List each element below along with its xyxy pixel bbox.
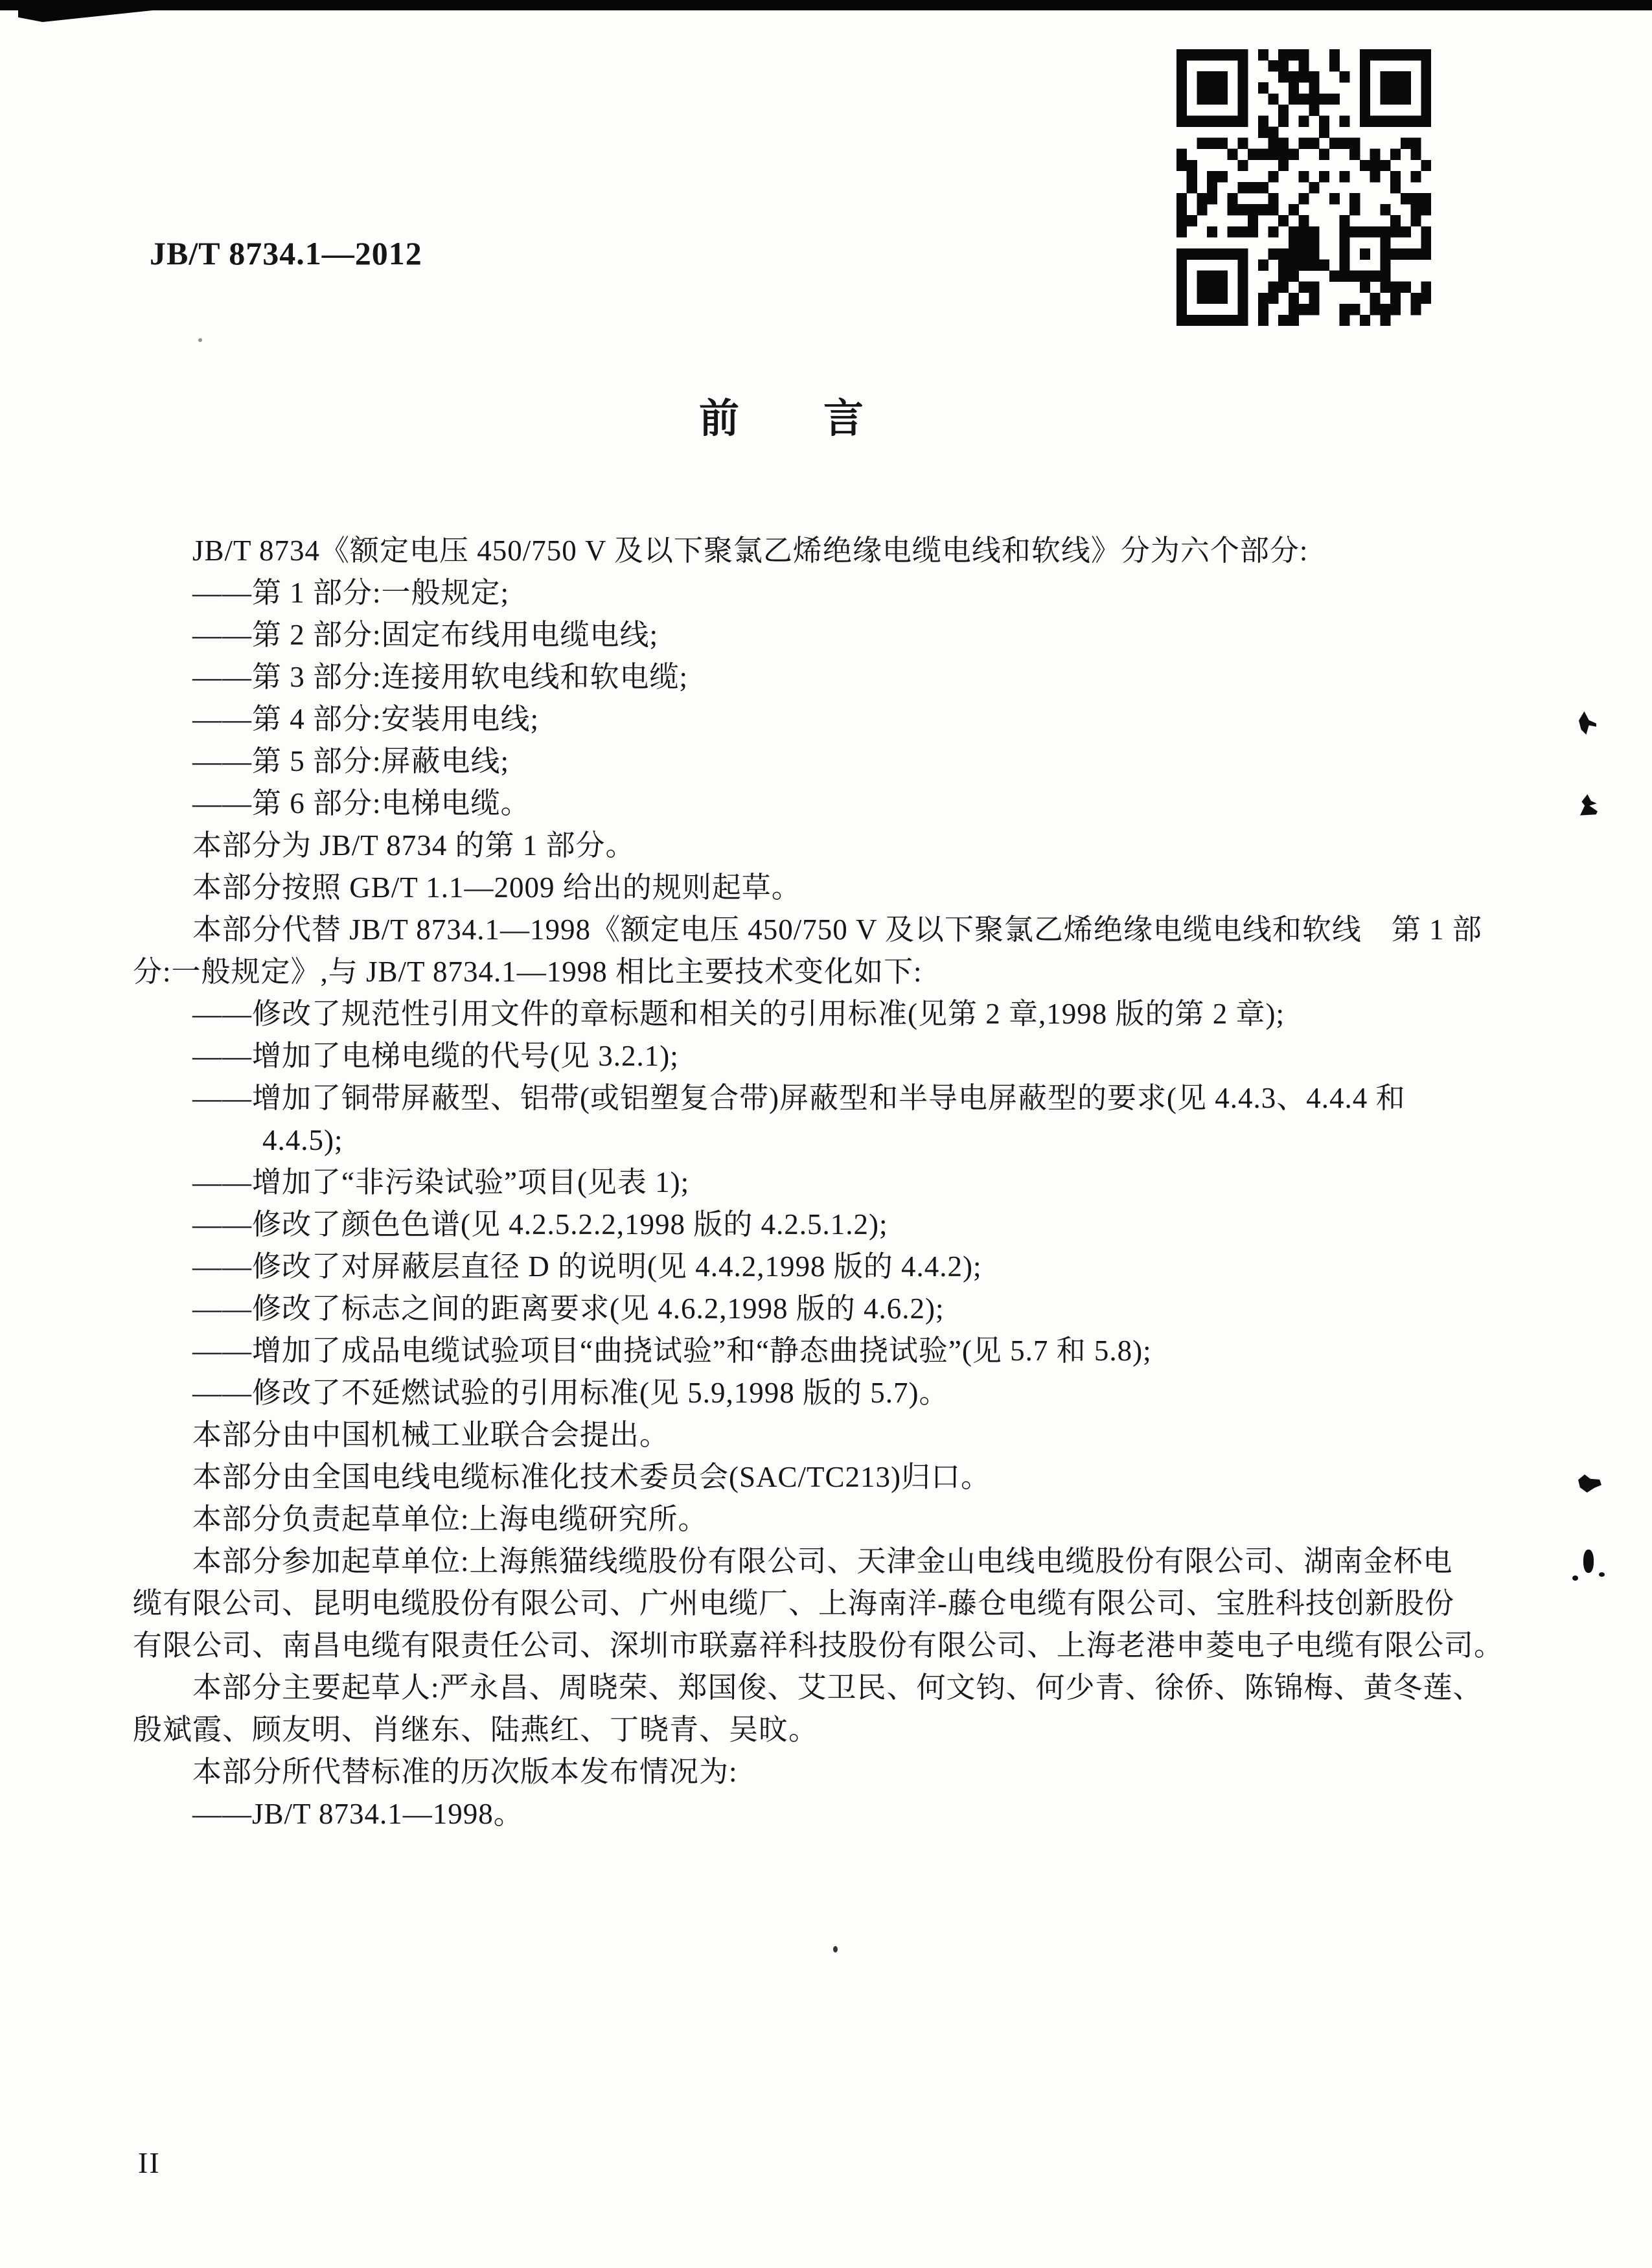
ink-speck [1583, 1550, 1594, 1573]
standard-number: JB/T 8734.1—2012 [150, 235, 422, 271]
text-line: 本部分所代替标准的历次版本发布情况为: [192, 1756, 738, 1788]
text-line: ——第 3 部分:连接用软电线和软电缆; [192, 661, 689, 693]
text-line: 殷斌霞、顾友明、肖继东、陆燕红、丁晓青、吴旼。 [133, 1713, 819, 1746]
ink-speck [1572, 1575, 1578, 1581]
text-line: 有限公司、南昌电缆有限责任公司、深圳市联嘉祥科技股份有限公司、上海老港申菱电子电缆有限公司。 [133, 1629, 1504, 1662]
page-title: 前 言 [698, 397, 865, 441]
ink-speck [198, 338, 202, 342]
page-number: II [138, 2146, 161, 2179]
text-line: 本部分参加起草单位:上海熊猫线缆股份有限公司、天津金山电线电缆股份有限公司、湖南金杯电 [192, 1545, 1453, 1577]
text-line: ——修改了颜色色谱(见 4.2.5.2.2,1998 版的 4.2.5.1.2); [192, 1208, 888, 1241]
text-line: ——第 6 部分:电梯电缆。 [192, 787, 531, 819]
text-line: ——第 2 部分:固定布线用电缆电线; [192, 619, 659, 651]
text-line: 本部分负责起草单位:上海电缆研究所。 [192, 1503, 708, 1535]
ink-speck [1578, 1474, 1601, 1493]
text-line: ——增加了成品电缆试验项目“曲挠试验”和“静态曲挠试验”(见 5.7 和 5.8); [192, 1334, 1152, 1367]
text-line: ——第 1 部分:一般规定; [192, 577, 510, 609]
text-line: 本部分主要起草人:严永昌、周晓荣、郑国俊、艾卫民、何文钧、何少青、徐侨、陈锦梅、黄冬莲、 [192, 1671, 1483, 1704]
foreword-body [133, 530, 1568, 1835]
text-line: ——修改了规范性引用文件的章标题和相关的引用标准(见第 2 章,1998 版的第 2 章); [192, 998, 1285, 1030]
text-line: ——第 4 部分:安装用电线; [192, 703, 540, 735]
scan-edge-band [0, 0, 1652, 10]
text-line: ——修改了不延燃试验的引用标准(见 5.9,1998 版的 5.7)。 [192, 1377, 949, 1409]
text-line: ——增加了“非污染试验”项目(见表 1); [192, 1166, 690, 1198]
text-line: 本部分按照 GB/T 1.1—2009 给出的规则起草。 [192, 871, 801, 904]
text-line: JB/T 8734《额定电压 450/750 V 及以下聚氯乙烯绝缘电缆电线和软线》分为六个部分: [192, 534, 1309, 567]
text-line: ——第 5 部分:屏蔽电线; [192, 745, 510, 777]
text-line: 分:一般规定》,与 JB/T 8734.1—1998 相比主要技术变化如下: [133, 956, 923, 988]
ink-speck [1577, 711, 1596, 735]
text-line: ——JB/T 8734.1—1998。 [192, 1798, 523, 1830]
text-line: 本部分由全国电线电缆标准化技术委员会(SAC/TC213)归口。 [192, 1461, 991, 1493]
ink-speck [1599, 1572, 1605, 1577]
text-line: 本部分由中国机械工业联合会提出。 [192, 1419, 670, 1451]
text-line: 本部分为 JB/T 8734 的第 1 部分。 [192, 829, 636, 862]
text-line: ——修改了标志之间的距离要求(见 4.6.2,1998 版的 4.6.2); [192, 1292, 945, 1325]
text-line: ——增加了铜带屏蔽型、铝带(或铝塑复合带)屏蔽型和半导电屏蔽型的要求(见 4.4.3、4.4.4 和 [192, 1082, 1406, 1114]
text-line: 缆有限公司、昆明电缆股份有限公司、广州电缆厂、上海南洋-藤仓电缆有限公司、宝胜科技创新股份 [133, 1587, 1454, 1620]
text-line: 本部分代替 JB/T 8734.1—1998《额定电压 450/750 V 及以下聚氯乙烯绝缘电缆电线和软线 第 1 部 [192, 913, 1482, 946]
text-line: ——增加了电梯电缆的代号(见 3.2.1); [192, 1040, 679, 1072]
qr-code-icon [1176, 49, 1431, 326]
scan-edge-wedge [18, 5, 154, 22]
ink-speck [1578, 794, 1598, 816]
ink-speck [833, 1946, 838, 1953]
text-line: ——修改了对屏蔽层直径 D 的说明(见 4.4.2,1998 版的 4.4.2); [192, 1250, 982, 1283]
text-line: 4.4.5); [262, 1124, 343, 1156]
